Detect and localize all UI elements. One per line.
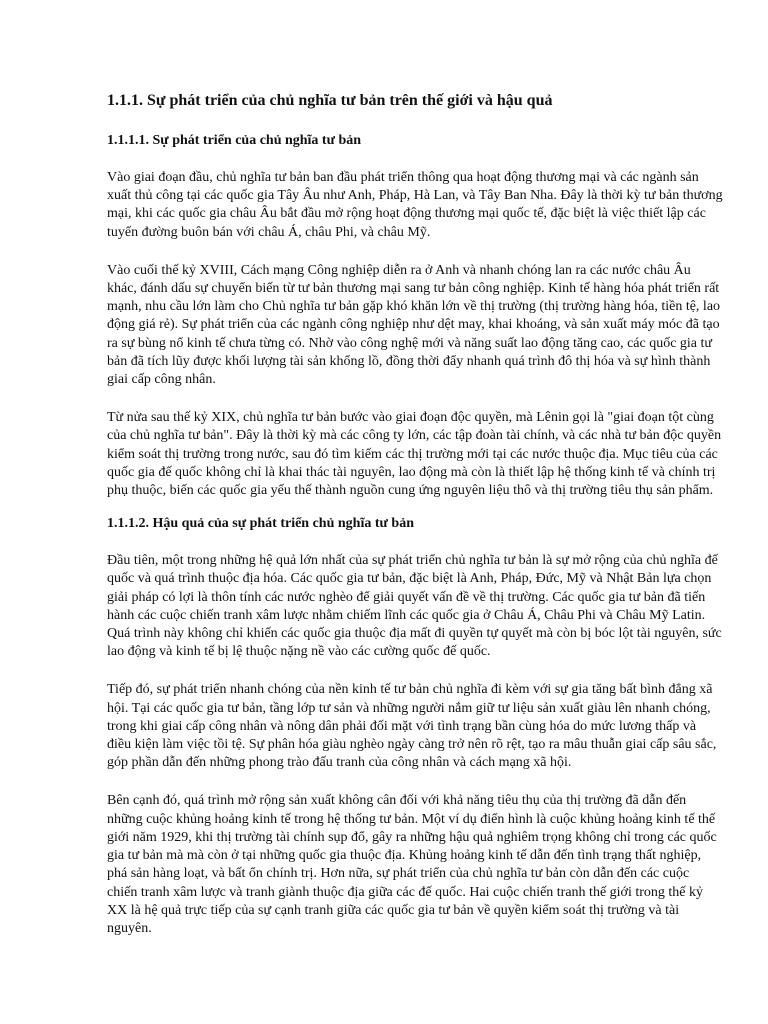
paragraph: Từ nửa sau thế kỷ XIX, chủ nghĩa tư bản bước vào giai đoạn độc quyền, mà Lênin gọi là "giai đoạn tột cùng của chủ nghĩa tư bản". Đây là thời kỳ mà các công ty lớn, các tập đoàn tài chính, và các nhà tư bản độc quyền kiểm soát thị trường trong nước, sau đó tìm kiếm các thị trường mới tại các nước thuộc địa. Mục tiêu của các quốc gia đế quốc không chỉ là khai thác tài nguyên, lao động mà còn là thiết lập hệ thống kinh tế và chính trị phụ thuộc, biến các quốc gia yếu thế thành nguồn cung ứng nguyên liệu thô và thị trường tiêu thụ sản phẩm. [107, 410, 722, 499]
paragraph: Tiếp đó, sự phát triển nhanh chóng của nền kinh tế tư bản chủ nghĩa đi kèm với sự gia tăng bất bình đẳng xã hội. Tại các quốc gia tư bản, tầng lớp tư sản và những người nắm giữ tư liệu sản xuất giàu lên nhanh chóng, trong khi giai cấp công nhân và nông dân phải đối mặt với tình trạng bần cùng hóa do mức lương thấp và điều kiện làm việc tồi tệ. Sự phân hóa giàu nghèo ngày càng trở nên rõ rệt, tạo ra mâu thuẫn giai cấp sâu sắc, góp phần dẫn đến những phong trào đấu tranh của công nhân và cách mạng xã hội. [107, 682, 717, 771]
document-page [107, 90, 723, 958]
section-heading-2: 1.1.1.2. Hậu quả của sự phát triển chủ nghĩa tư bản [107, 516, 414, 532]
paragraph: Vào cuối thế kỷ XVIII, Cách mạng Công nghiệp diễn ra ở Anh và nhanh chóng lan ra các nước châu Âu khác, đánh dấu sự chuyển biến từ tư bản thương mại sang tư bản công nghiệp. Kinh tế hàng hóa phát triển rất mạnh, nhu cầu lớn làm cho Chủ nghĩa tư bản gặp khó khăn lớn về thị trường (thị trường hàng hóa, tiền tệ, lao động giá rẻ). Sự phát triển của các ngành công nghiệp như dệt may, khai khoáng, và sản xuất máy móc đã tạo ra sự bùng nổ kinh tế chưa từng có. Nhờ vào công nghệ mới và năng suất lao động tăng cao, các quốc gia tư bản đã tích lũy được khối lượng tài sản khổng lồ, đồng thời đẩy nhanh quá trình đô thị hóa và sự hình thành giai cấp công nhân. [107, 262, 721, 388]
paragraph: Vào giai đoạn đầu, chủ nghĩa tư bản ban đầu phát triển thông qua hoạt động thương mại và các ngành sản xuất thủ công tại các quốc gia Tây Âu như Anh, Pháp, Hà Lan, và Tây Ban Nha. Đây là thời kỳ tư bản thương mại, khi các quốc gia châu Âu bắt đầu mở rộng hoạt động thương mại quốc tế, đặc biệt là việc thiết lập các tuyến đường buôn bán với châu Á, châu Phi, và châu Mỹ. [107, 170, 723, 240]
paragraph: Đầu tiên, một trong những hệ quả lớn nhất của sự phát triển chủ nghĩa tư bản là sự mở rộng của chủ nghĩa đế quốc và quá trình thuộc địa hóa. Các quốc gia tư bản, đặc biệt là Anh, Pháp, Đức, Mỹ và Nhật Bản lựa chọn giải pháp có lợi là thôn tính các nước nghèo để giải quyết vấn đề về thị trường. Các quốc gia tư bản đã tiến hành các cuộc chiến tranh xâm lược nhằm chiếm lĩnh các quốc gia ở Châu Á, Châu Phi và Châu Mỹ Latin. Quá trình này không chỉ khiến các quốc gia thuộc địa mất đi quyền tự quyết mà còn bị bóc lột tài nguyên, sức lao động và kinh tế bị lệ thuộc nặng nề vào các cường quốc đế quốc. [107, 553, 722, 660]
main-heading: 1.1.1. Sự phát triển của chủ nghĩa tư bản trên thế giới và hậu quả [107, 92, 553, 109]
paragraph: Bên cạnh đó, quá trình mở rộng sản xuất không cân đối với khả năng tiêu thụ của thị trường đã dẫn đến những cuộc khủng hoảng kinh tế trong hệ thống tư bản. Một ví dụ điển hình là cuộc khủng hoảng kinh tế thế giới năm 1929, khi thị trường tài chính sụp đổ, gây ra những hậu quả nghiêm trọng không chỉ trong các quốc gia tư bản mà mà còn ở tại những quốc gia thuộc địa. Khủng hoảng kinh tế dẫn đến tình trạng thất nghiệp, phá sản hàng loạt, và bất ổn chính trị. Hơn nữa, sự phát triển của chủ nghĩa tư bản còn dẫn đến các cuộc chiến tranh xâm lược và tranh giành thuộc địa giữa các đế quốc. Hai cuộc chiến tranh thế giới trong thế kỷ XX là hệ quả trực tiếp của sự cạnh tranh giữa các quốc gia tư bản về quyền kiểm soát thị trường và tài nguyên. [107, 793, 717, 936]
section-heading-1: 1.1.1.1. Sự phát triển của chủ nghĩa tư bản [107, 133, 362, 148]
